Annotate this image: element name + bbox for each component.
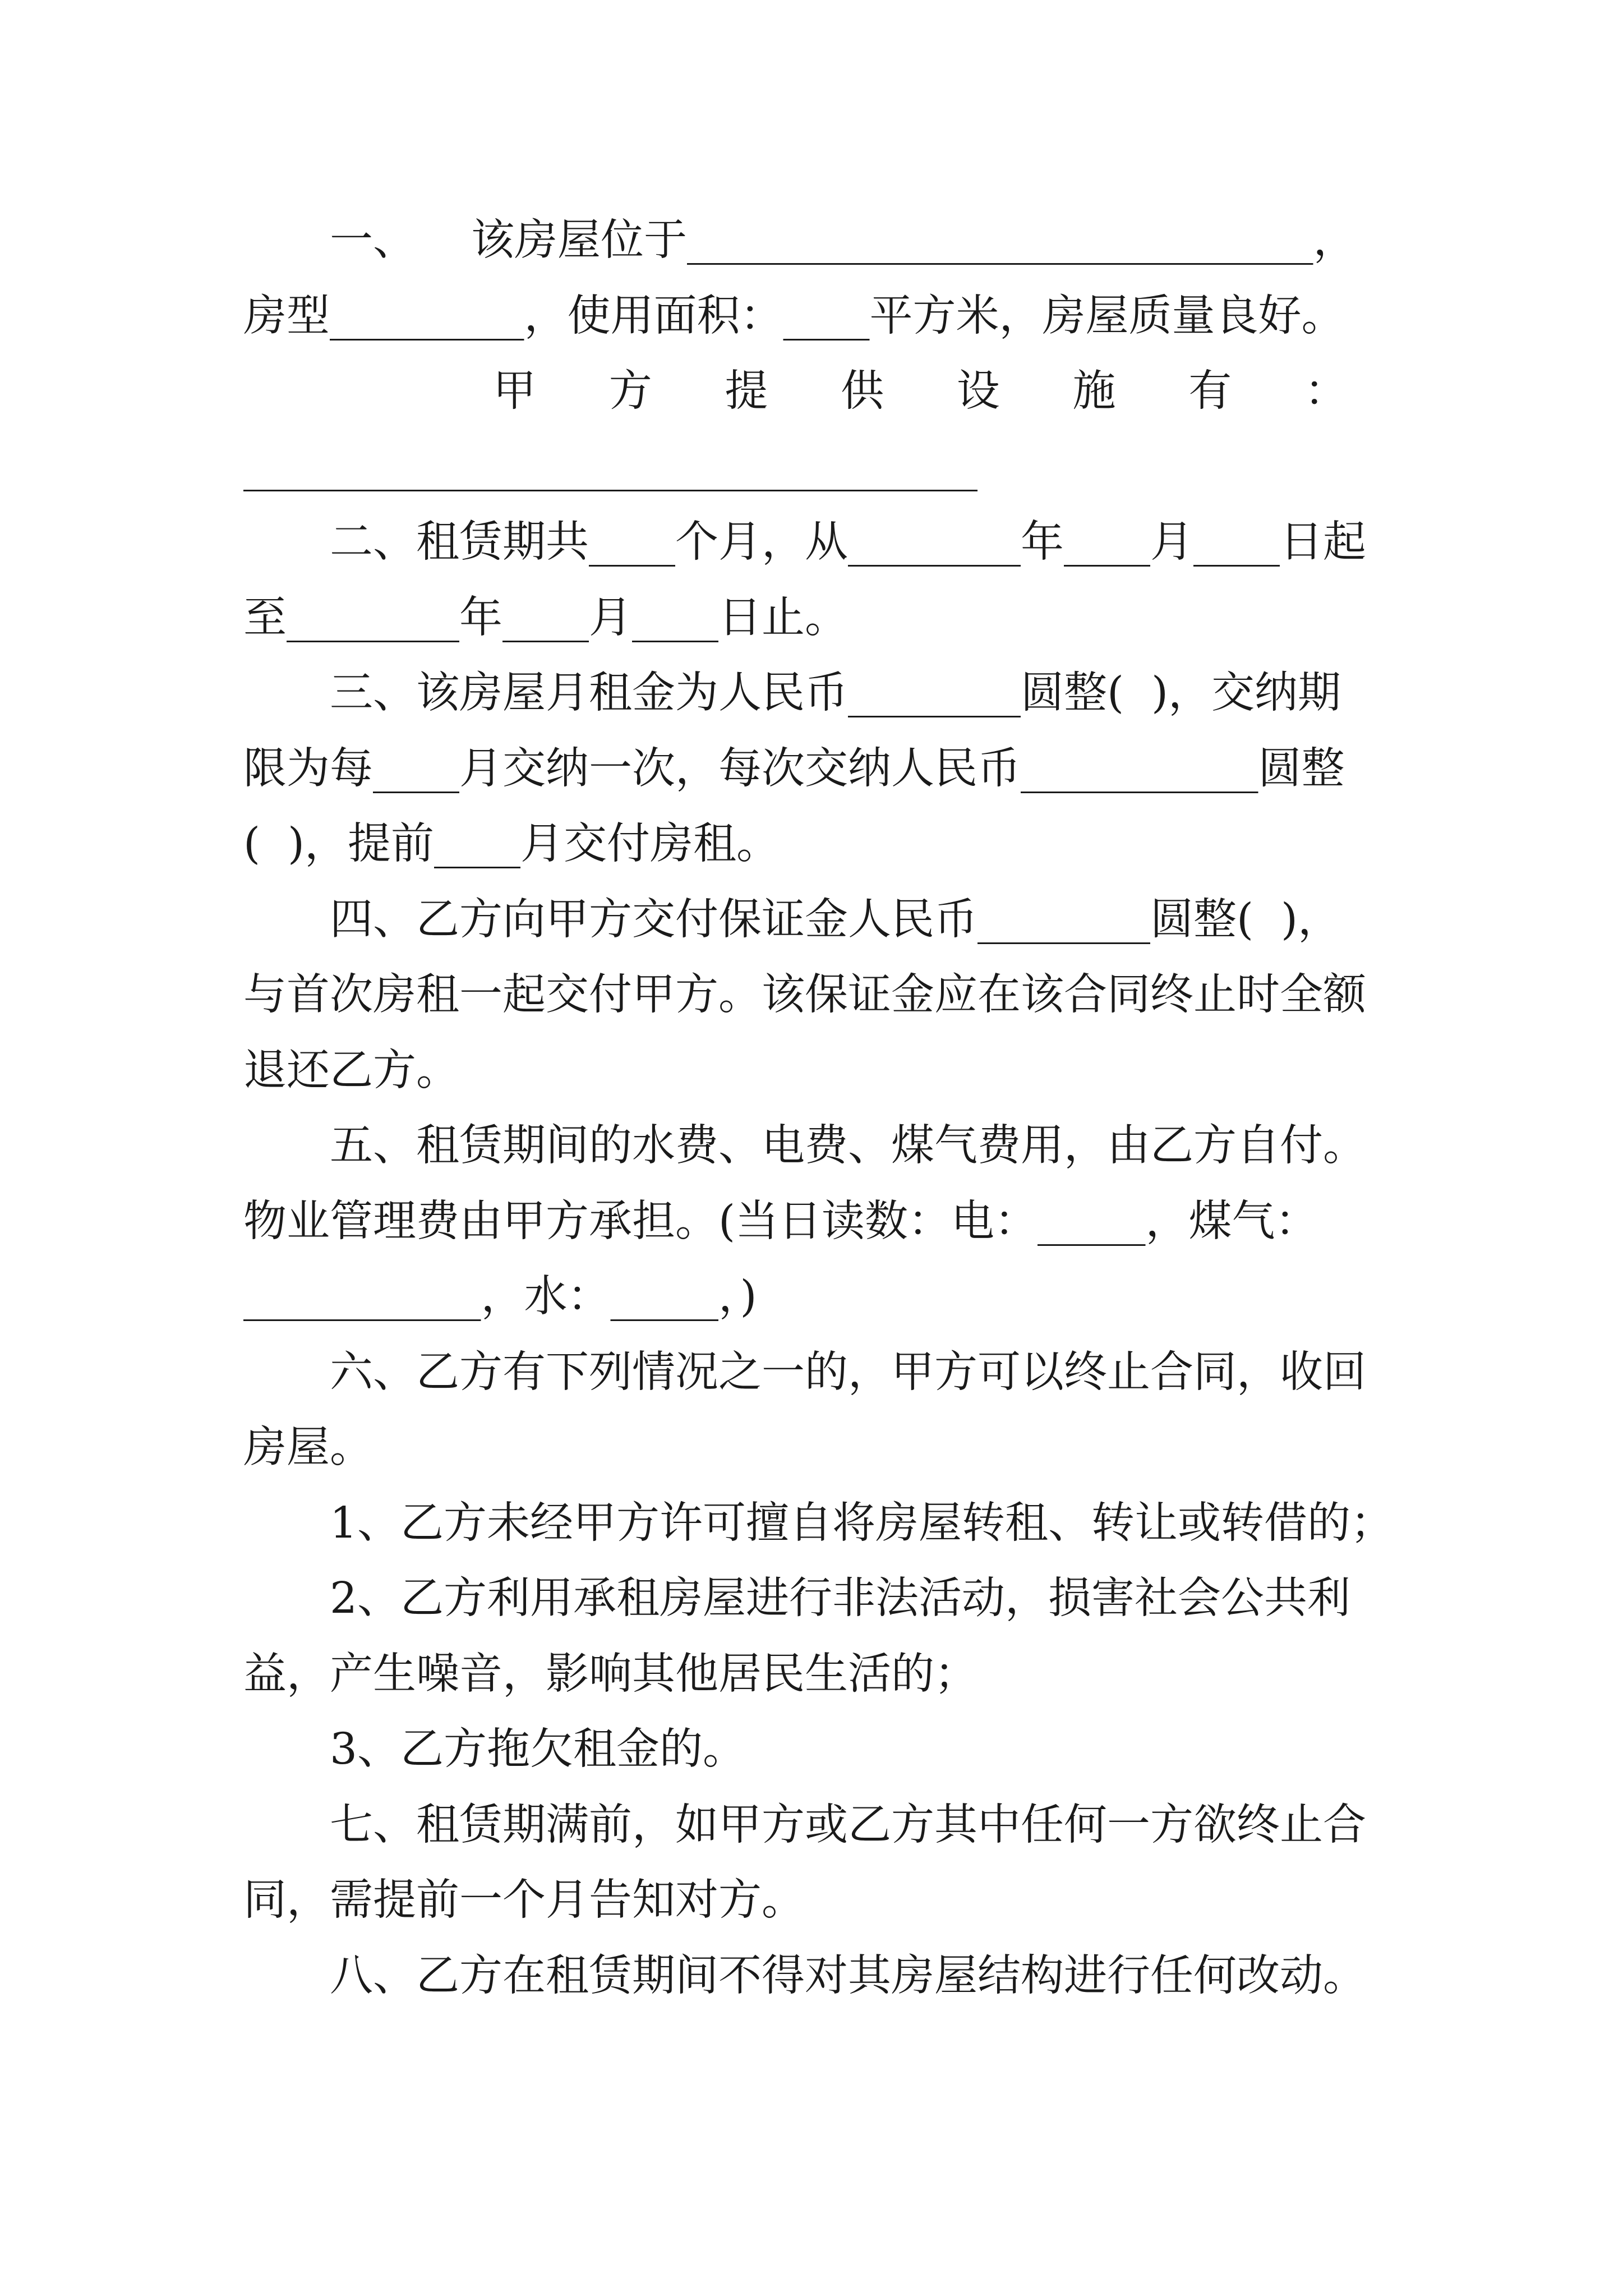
facilities-blank: __________________________________ xyxy=(243,441,978,492)
clause-6-item-2-cont: 益，产生噪音，影响其他居民生活的； xyxy=(243,1649,978,1699)
clause-1-location: 该房屋位于_____________________________， xyxy=(471,215,1357,265)
clause-1-details: 房型_________，使用面积：____平方米，房屋质量良好。 xyxy=(243,291,1345,341)
clause-6-item-3: 3、乙方拖欠租金的。 xyxy=(330,1724,746,1774)
facilities-label: 甲方提供设施有： xyxy=(493,366,1421,416)
clause-6-termination-cont: 房屋。 xyxy=(243,1423,373,1473)
clause-4-deposit-refund: 退还乙方。 xyxy=(243,1045,459,1096)
clause-3-payment-period: 限为每____月交纳一次，每次交纳人民币___________圆整 xyxy=(243,743,1345,794)
clause-1-number: 一、 xyxy=(330,215,416,265)
clause-2-lease-term-end: 至________年____月____日止。 xyxy=(243,592,848,643)
clause-7-early-termination: 七、租赁期满前，如甲方或乙方其中任何一方欲终止合 xyxy=(330,1800,1366,1850)
clause-6-item-2: 2、乙方利用承租房屋进行非法活动，损害社会公共利 xyxy=(330,1573,1350,1623)
clause-2-lease-term: 二、租赁期共____个月，从________年____月____日起 xyxy=(330,517,1366,567)
clause-3-rent: 三、该房屋月租金为人民币________圆整( )，交纳期 xyxy=(330,668,1341,718)
clause-3-advance-payment: ( )，提前____月交付房租。 xyxy=(243,819,780,869)
clause-6-item-1: 1、乙方未经甲方许可擅自将房屋转租、转让或转借的； xyxy=(330,1498,1394,1548)
contract-body xyxy=(0,203,1623,2014)
clause-1-first-line xyxy=(0,203,1623,279)
clause-5-meter-readings: 物业管理费由甲方承担。(当日读数：电：_____，煤气： xyxy=(243,1196,1318,1246)
clause-5-meter-readings-cont: ___________，水：_____，) xyxy=(243,1272,757,1322)
clause-8-no-alterations: 八、乙方在租赁期间不得对其房屋结构进行任何改动。 xyxy=(330,1950,1366,2001)
clause-4-deposit: 四、乙方向甲方交付保证金人民币________圆整( )， xyxy=(330,894,1341,945)
clause-4-deposit-terms: 与首次房租一起交付甲方。该保证金应在该合同终止时全额 xyxy=(243,970,1366,1020)
clause-6-termination: 六、乙方有下列情况之一的，甲方可以终止合同，收回 xyxy=(330,1347,1366,1397)
clause-7-notice: 同，需提前一个月告知对方。 xyxy=(243,1875,805,1925)
clause-5-utilities: 五、租赁期间的水费、电费、煤气费用，由乙方自付。 xyxy=(330,1121,1366,1171)
